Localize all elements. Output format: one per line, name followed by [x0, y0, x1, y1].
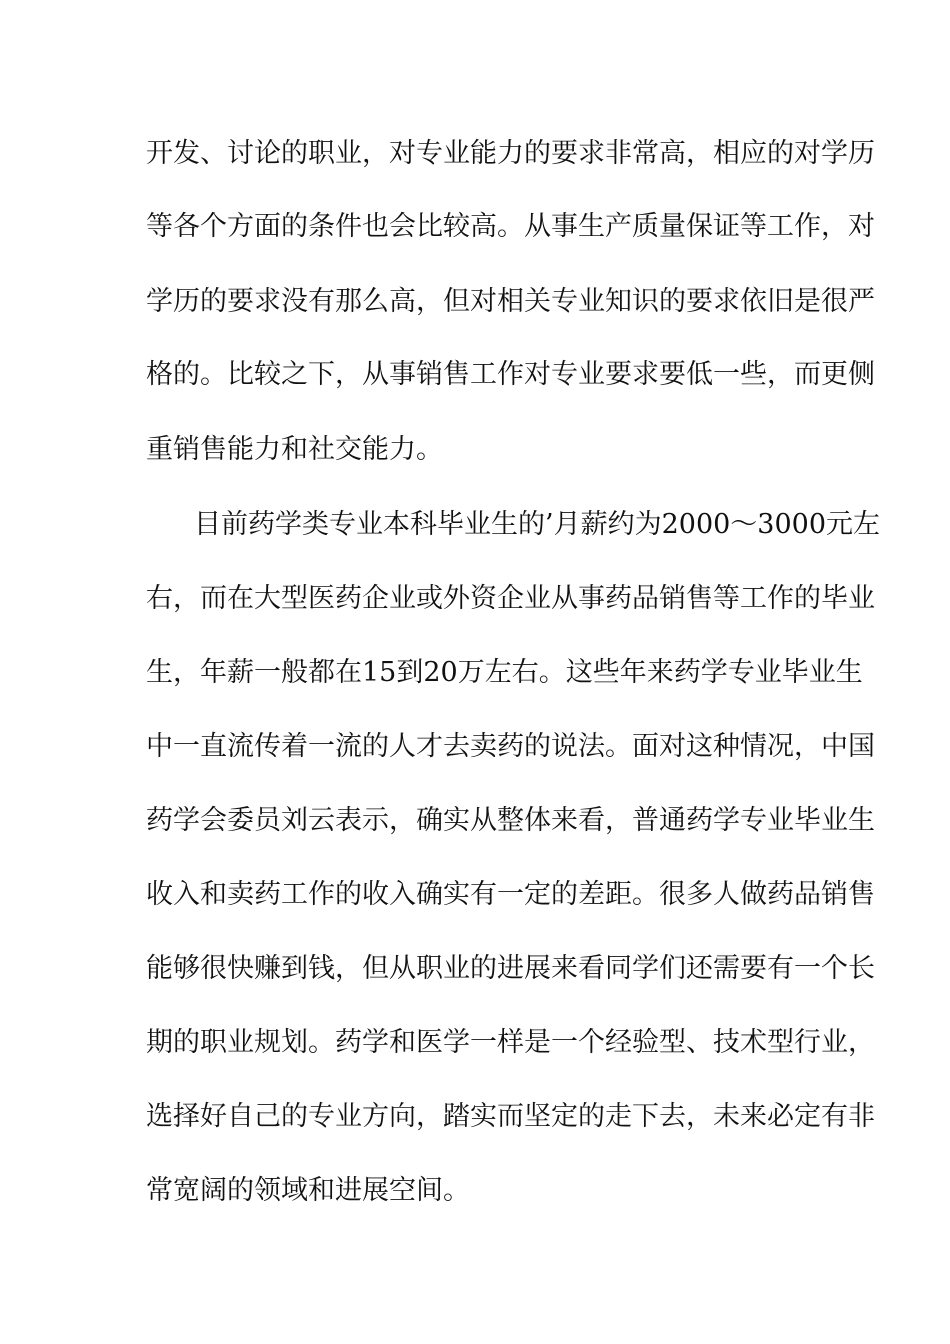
- paragraph-2-line-5: 药学会委员刘云表示，确实从整体来看，普通药学专业毕业生: [146, 805, 875, 836]
- paragraph-1-line-1: 开发、讨论的职业，对专业能力的要求非常高，相应的对学历: [146, 138, 875, 169]
- paragraph-2-line-1: 目前药学类专业本科毕业生的’月薪约为2000～3000元左: [194, 509, 881, 540]
- paragraph-1-line-3: 学历的要求没有那么高，但对相关专业知识的要求依旧是很严: [146, 286, 875, 317]
- paragraph-2-line-4: 中一直流传着一流的人才去卖药的说法。面对这种情况，中国: [146, 731, 875, 762]
- paragraph-2-line-3: 生，年薪一般都在15到20万左右。这些年来药学专业毕业生: [146, 657, 863, 688]
- paragraph-1-line-5: 重销售能力和社交能力。: [146, 434, 443, 465]
- paragraph-2-line-9: 选择好自己的专业方向，踏实而坚定的走下去，未来必定有非: [146, 1101, 875, 1132]
- paragraph-1-line-2: 等各个方面的条件也会比较高。从事生产质量保证等工作，对: [146, 211, 875, 242]
- paragraph-2-line-8: 期的职业规划。药学和医学一样是一个经验型、技术型行业，: [146, 1027, 875, 1058]
- paragraph-2-line-10: 常宽阔的领域和进展空间。: [146, 1175, 470, 1206]
- paragraph-2-line-2: 右，而在大型医药企业或外资企业从事药品销售等工作的毕业: [146, 583, 875, 614]
- paragraph-1-line-4: 格的。比较之下，从事销售工作对专业要求要低一些，而更侧: [146, 359, 875, 390]
- paragraph-2-line-6: 收入和卖药工作的收入确实有一定的差距。很多人做药品销售: [146, 879, 875, 910]
- paragraph-2-line-7: 能够很快赚到钱，但从职业的进展来看同学们还需要有一个长: [146, 953, 875, 984]
